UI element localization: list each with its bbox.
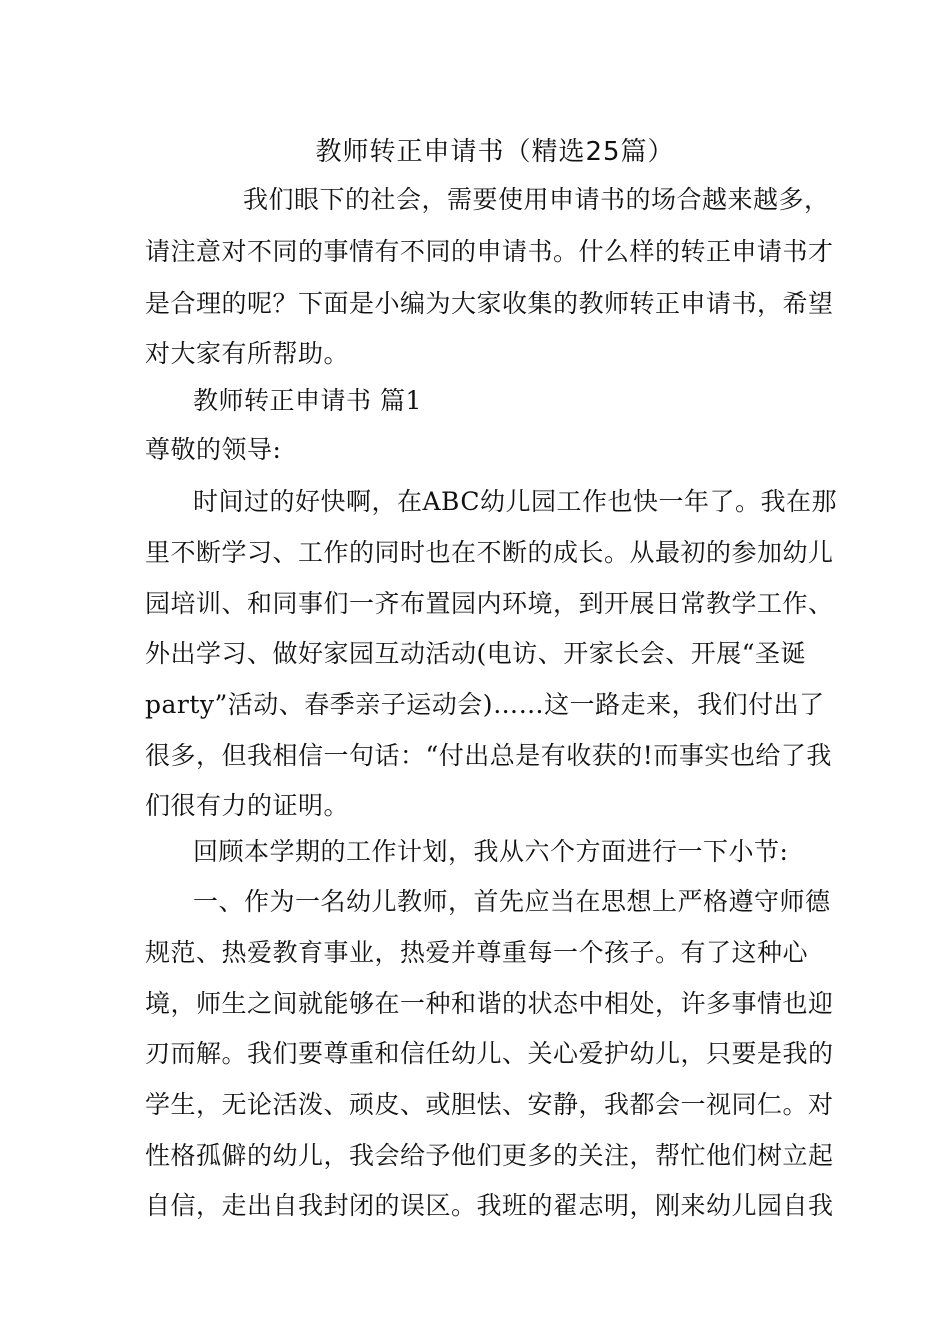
paragraph-line: 境，师生之间就能够在一种和谐的状态中相处，许多事情也迎 (145, 989, 834, 1018)
paragraph-line: 园培训、和同事们一齐布置园内环境，到开展日常教学工作、 (145, 589, 834, 618)
paragraph-line: 规范、热爱教育事业，热爱并尊重每一个孩子。有了这种心 (145, 938, 809, 967)
paragraph-line: 刃而解。我们要尊重和信任幼儿、关心爱护幼儿，只要是我的 (145, 1039, 834, 1068)
paragraph-line: 是合理的呢？下面是小编为大家收集的教师转正申请书，希望 (145, 289, 834, 318)
paragraph-line: 自信，走出自我封闭的误区。我班的翟志明，刚来幼儿园自我 (145, 1191, 834, 1220)
paragraph-line: 们很有力的证明。 (145, 791, 350, 820)
paragraph-line: 学生，无论活泼、顽皮、或胆怯、安静，我都会一视同仁。对 (145, 1090, 834, 1119)
salutation: 尊敬的领导: (145, 435, 282, 464)
paragraph-line: 性格孤僻的幼儿，我会给予他们更多的关注，帮忙他们树立起 (145, 1141, 834, 1170)
paragraph-line: 请注意对不同的事情有不同的申请书。什么样的转正申请书才 (145, 237, 834, 266)
paragraph-line: 里不断学习、工作的同时也在不断的成长。从最初的参加幼儿 (145, 538, 834, 567)
document-title: 教师转正申请书（精选25篇） (315, 137, 675, 167)
paragraph-line: 外出学习、做好家园互动活动(电访、开家长会、开展“圣诞 (145, 639, 807, 668)
paragraph-line: 时间过的好快啊，在ABC幼儿园工作也快一年了。我在那 (193, 487, 838, 516)
paragraph-line: party”活动、春季亲子运动会)……这一路走来，我们付出了 (145, 690, 825, 719)
section-heading: 教师转正申请书 篇1 (193, 386, 422, 415)
paragraph-line: 很多，但我相信一句话：“付出总是有收获的!而事实也给了我 (145, 741, 832, 770)
paragraph-line: 我们眼下的社会，需要使用申请书的场合越来越多， (243, 185, 830, 214)
paragraph-line: 对大家有所帮助。 (145, 339, 350, 368)
paragraph-line: 回顾本学期的工作计划，我从六个方面进行一下小节: (193, 837, 789, 866)
paragraph-line: 一、作为一名幼儿教师，首先应当在思想上严格遵守师德 (193, 887, 831, 916)
